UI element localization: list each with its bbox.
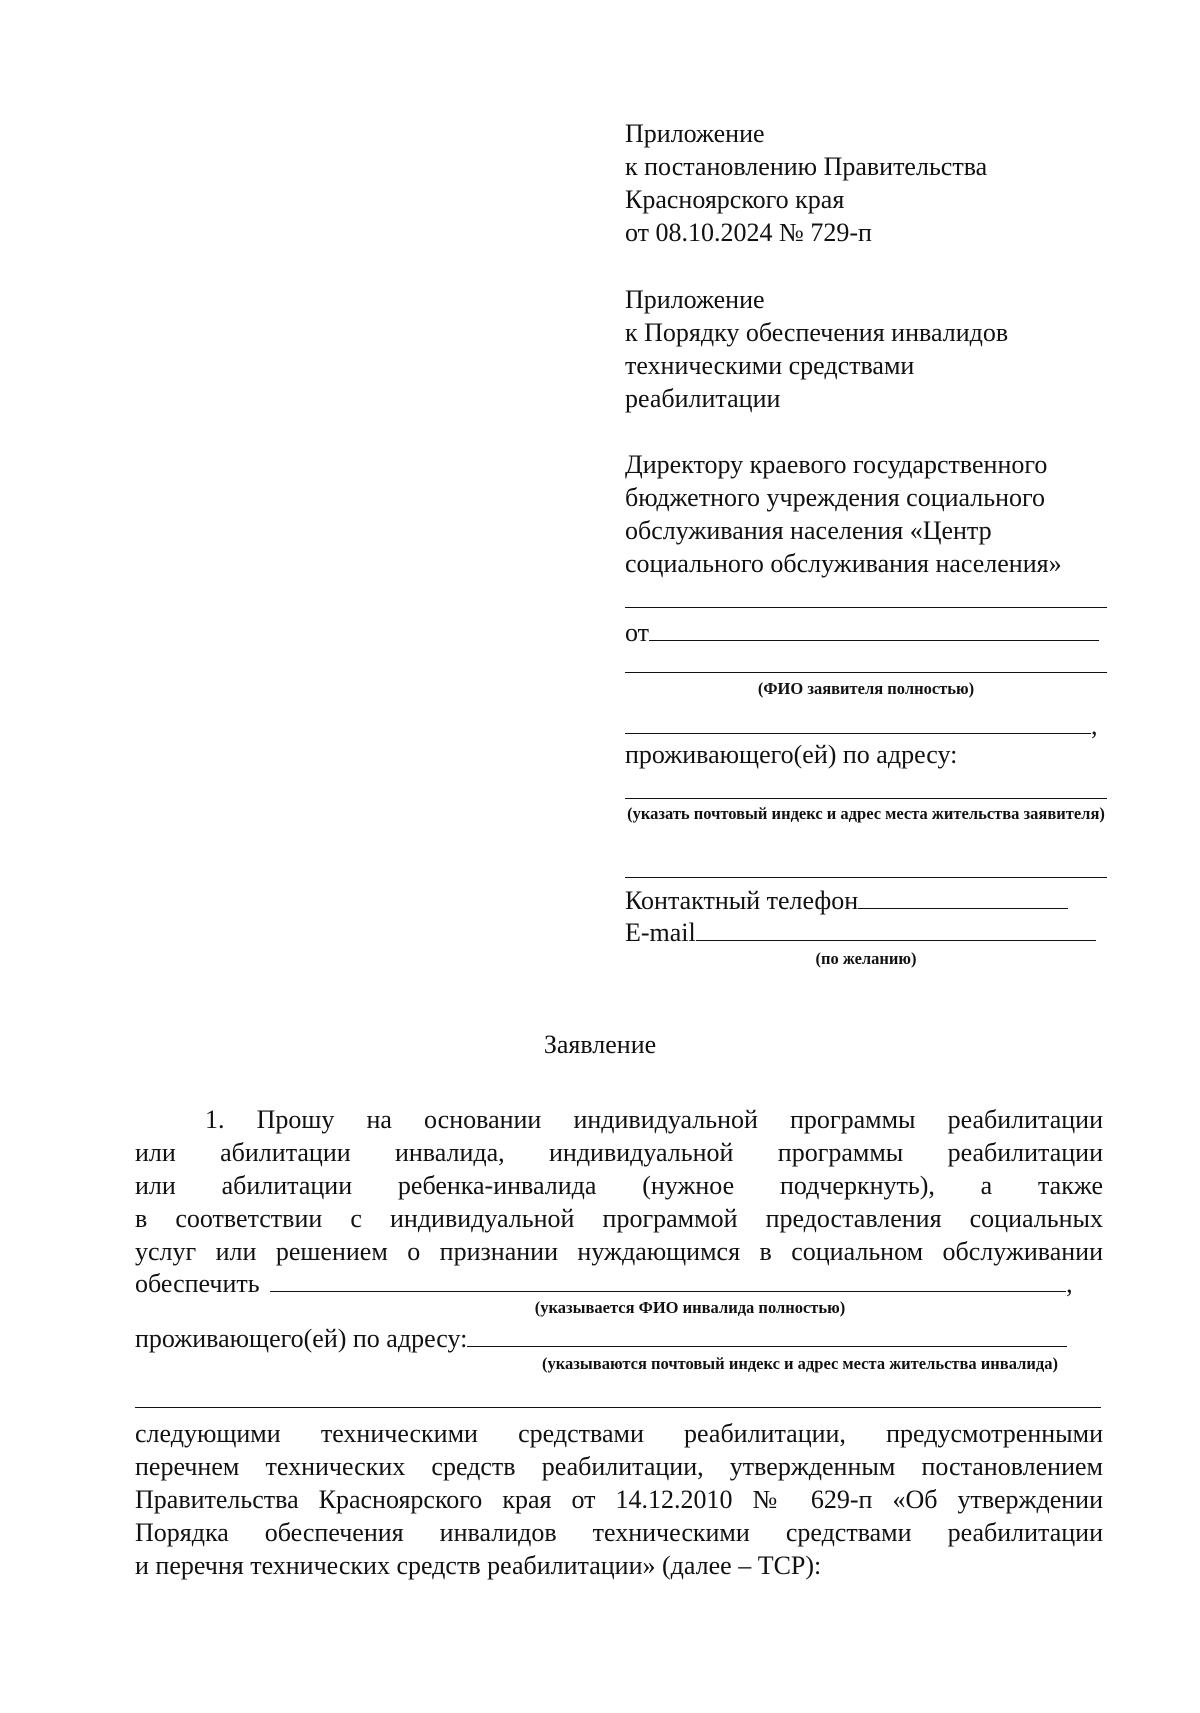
addressee-line: социального обслуживания населения» xyxy=(625,549,1062,578)
applicant-name-row-3 xyxy=(625,709,1098,741)
statement-title: Заявление xyxy=(543,1030,657,1059)
paragraph-line: следующими техническими средствами реабилитации, предусмотренными xyxy=(135,1419,1103,1448)
applicant-name-field-3[interactable] xyxy=(625,709,1091,734)
disabled-person-name-field[interactable] xyxy=(270,1267,1066,1292)
comma: , xyxy=(1066,1269,1073,1298)
appendix-header-2 xyxy=(625,283,1105,415)
paragraph-line: или абилитации ребенка-инвалида (нужное подчеркнуть), а также xyxy=(135,1171,1103,1200)
residing-label: проживающего(ей) по адресу: xyxy=(135,1324,468,1353)
appendix-header-1 xyxy=(625,117,1105,249)
email-row xyxy=(625,916,1096,948)
applicant-name-field[interactable] xyxy=(649,616,1099,641)
header-line: Приложение xyxy=(625,119,765,148)
header-line: Приложение xyxy=(625,285,765,314)
provide-label: обеспечить xyxy=(135,1269,260,1298)
comma: , xyxy=(1091,711,1098,740)
header-line: реабилитации xyxy=(625,384,781,413)
paragraph-line: 1. Прошу на основании индивидуальной программы реабилитации xyxy=(205,1105,1103,1134)
paragraph-line: Порядка обеспечения инвалидов техническими средствами реабилитации xyxy=(135,1518,1103,1547)
addressee-line: Директору краевого государственного xyxy=(625,450,1048,479)
paragraph-line: перечнем технических средств реабилитации, утвержденным постановлением xyxy=(135,1452,1103,1481)
paragraph-line: или абилитации инвалида, индивидуальной программы реабилитации xyxy=(135,1138,1103,1167)
provide-row xyxy=(135,1267,1073,1299)
disabled-residing-row xyxy=(135,1322,1067,1354)
paragraph-line: услуг или решением о признании нуждающимся в социальном обслуживании xyxy=(135,1237,1103,1266)
applicant-address-field-2[interactable] xyxy=(625,877,1107,878)
paragraph-line: в соответствии с индивидуальной программой предоставления социальных xyxy=(135,1204,1103,1233)
phone-row xyxy=(625,884,1068,916)
statement-paragraph-1 xyxy=(135,1103,1103,1268)
phone-field[interactable] xyxy=(858,884,1068,909)
address-hint: (указать почтовый индекс и адрес места жительства заявителя) xyxy=(627,804,1105,823)
header-line: к постановлению Правительства xyxy=(625,152,988,181)
paragraph-line: Правительства Красноярского края от 14.12.2010 № 629-п «Об утверждении xyxy=(135,1485,1103,1514)
addressee-name-field[interactable] xyxy=(625,607,1107,608)
phone-label: Контактный телефон xyxy=(625,886,859,915)
header-line: от 08.10.2024 № 729-п xyxy=(625,218,872,247)
disabled-address-field-2[interactable] xyxy=(135,1407,1101,1408)
applicant-name-field-2[interactable] xyxy=(625,672,1107,673)
header-line: Красноярского края xyxy=(625,185,845,214)
disabled-address-field[interactable] xyxy=(467,1322,1067,1347)
fio-hint: (ФИО заявителя полностью) xyxy=(757,679,975,698)
from-row xyxy=(625,616,1099,648)
disabled-address-hint: (указываются почтовый индекс и адрес места жительства инвалида) xyxy=(542,1354,1058,1373)
addressee-line: обслуживания населения «Центр xyxy=(625,516,992,545)
header-line: техническими средствами xyxy=(625,351,915,380)
addressee-line: бюджетного учреждения социального xyxy=(625,483,1046,512)
optional-hint: (по желанию) xyxy=(815,949,917,968)
disabled-fio-hint: (указывается ФИО инвалида полностью) xyxy=(534,1298,846,1317)
email-label: E-mail xyxy=(625,918,696,947)
addressee-block xyxy=(625,448,1105,580)
applicant-address-field[interactable] xyxy=(625,798,1107,799)
residing-label: проживающего(ей) по адресу: xyxy=(625,740,958,769)
email-field[interactable] xyxy=(696,916,1096,941)
header-line: к Порядку обеспечения инвалидов xyxy=(625,318,1009,347)
from-label: от xyxy=(625,618,650,647)
paragraph-line: и перечня технических средств реабилитации» (далее – ТСР): xyxy=(135,1551,822,1580)
statement-paragraph-2 xyxy=(135,1417,1103,1582)
